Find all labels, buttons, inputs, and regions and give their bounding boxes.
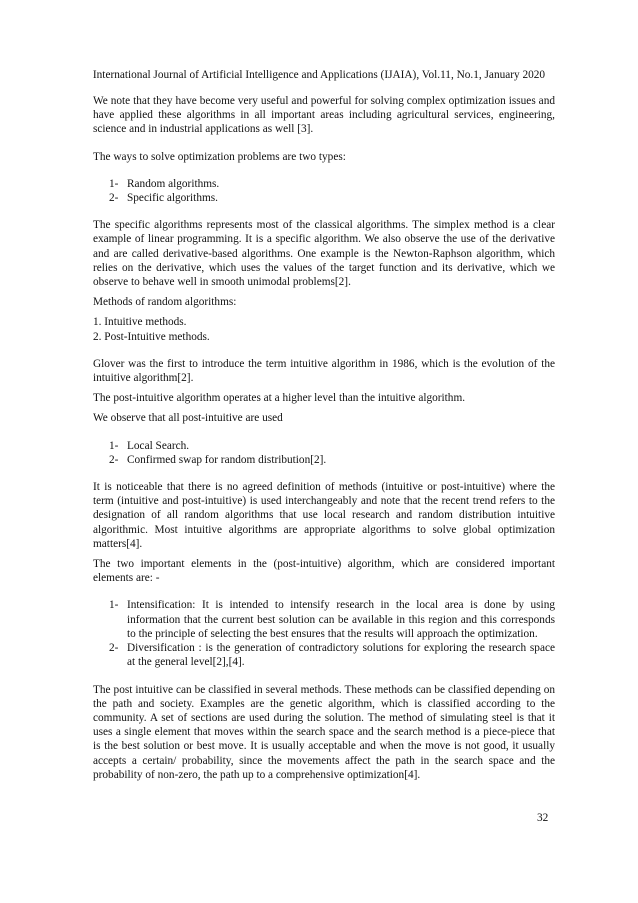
list-number: 2- [109,192,119,205]
list-number: 1- [109,439,119,452]
list-text: Diversification : is the generation of contradictory solutions for exploring the research space at the general level[2],[4]. [127,642,555,669]
list-text: Local Search. [127,439,190,452]
list-item: 2. Post-Intuitive methods. [93,330,210,343]
list-item: 1. Intuitive methods. [93,316,187,329]
paragraph-2: The ways to solve optimization problems are two types: [93,150,346,163]
list-text: Confirmed swap for random distribution[2]. [127,453,327,466]
list-number: 2- [109,642,119,655]
list-item [93,453,555,467]
paragraph-4: Methods of random algorithms: [93,296,237,309]
paragraph-7: We observe that all post-intuitive are used [93,412,283,425]
paragraph-9: The two important elements in the (post-intuitive) algorithm, which are considered important elements are: - [93,558,555,585]
list-item [93,177,555,191]
paragraph-6: The post-intuitive algorithm operates at a higher level than the intuitive algorithm. [93,392,466,405]
paragraph-8: It is noticeable that there is no agreed definition of methods (intuitive or post-intuitive) where the term (intuitive and post-intuitive) is used interchangeably and note that the recent trend refers to the designation of all random algorithms that use local research and random distribution intuitive algorithmic. Most intuitive algorithms are appropriate algorithms to solve global optimization matters[4]. [93,481,555,550]
list-important-elements [93,598,555,669]
list-number: 2- [109,453,119,466]
paragraph-10: The post intuitive can be classified in several methods. These methods can be classified depending on the path and society. Examples are the genetic algorithm, which is classified according to the community. A set of sections are used during the solution. The method of simulating steel is that it uses a single element that moves within the search space and the search method is a piece-piece that is the best solution or best move. It is usually acceptable and when the move is not good, it usually accepts a certain/ probability, since the movements affect the path in the search space and the probability of non-zero, the path up to a comprehensive optimization[4]. [93,683,555,781]
list-algorithm-types [93,177,555,205]
list-item [93,641,555,669]
list-item [93,598,555,641]
paragraph-1: We note that they have become very useful and powerful for solving complex optimization issues and have applied these algorithms in all important areas including agricultural services, engineering, science and in industrial applications as well [3]. [93,95,555,136]
list-random-methods [93,315,555,343]
list-text: Specific algorithms. [127,192,218,205]
page-body [93,94,555,782]
list-text: Random algorithms. [127,177,220,190]
page-number: 32 [537,812,549,824]
paragraph-3: The specific algorithms represents most of the classical algorithms. The simplex method is a clear example of linear programming. It is a specific algorithm. We also observe the use of the derivative and are called derivative-based algorithms. One example is the Newton-Raphson algorithm, which relies on the derivative, which uses the values of the target function and its derivative, which we observe to behave well in smooth unimodal problems[2]. [93,219,555,289]
list-number: 1- [109,599,119,612]
list-item [93,439,555,453]
list-item [93,191,555,205]
paragraph-5: Glover was the first to introduce the term intuitive algorithm in 1986, which is the evolution of the intuitive algorithm[2]. [93,357,555,385]
list-number: 1- [109,177,119,190]
list-text: Intensification: It is intended to intensify research in the local area is done by using information that the current best solution can be available in this region and this corresponds to the principle of selecting the best ensures that the results will approach the optimization. [127,599,555,640]
list-post-intuitive-uses [93,439,555,467]
running-header: International Journal of Artificial Intelligence and Applications (IJAIA), Vol.11, No.1, January 2020 [92,69,546,81]
